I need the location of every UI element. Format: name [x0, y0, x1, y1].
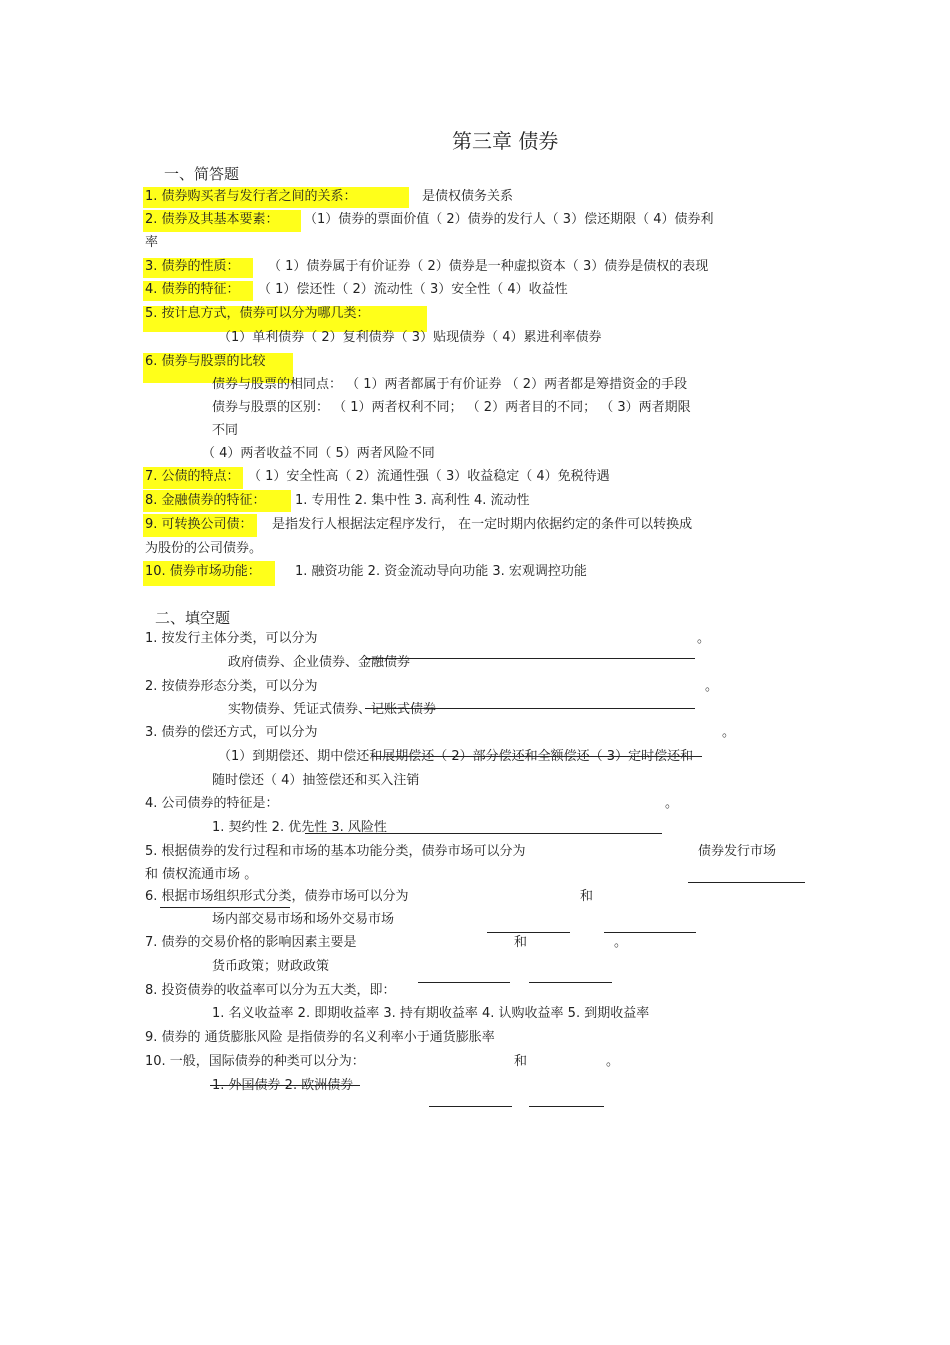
answer-text: 实物债券、凭证式债券、记账式债券 [228, 702, 437, 717]
question-label: 2. 债券及其基本要素： [145, 212, 279, 227]
answer-text: 率 [145, 235, 159, 250]
answer-underline [688, 882, 805, 883]
question-label: 9. 可转换公司债： [145, 517, 253, 532]
answer-text: 是指发行人根据法定程序发行， 在一定时期内依据约定的条件可以转换成 [272, 517, 693, 532]
answer-text: 债券发行市场 [698, 844, 777, 859]
answer-underline [604, 932, 696, 933]
punctuation: 。 [614, 935, 628, 950]
question-text: 3. 债券的偿还方式，可以分为 [145, 725, 318, 740]
answer-text: 债券与股票的相同点： （ 1）两者都属于有价证券 （ 2）两者都是筹措资金的手段 [212, 377, 688, 392]
question-text: 10. 一般，国际债券的种类可以分为： [145, 1054, 365, 1069]
answer-text: 1. 名义收益率 2. 即期收益率 3. 持有期收益率 4. 认购收益率 5. 到期收益率 [212, 1006, 650, 1021]
answer-underline [372, 756, 702, 757]
answer-text: （ 1）偿还性（ 2）流动性（ 3）安全性（ 4）收益性 [258, 282, 568, 297]
answer-text: 是债权债务关系 [422, 189, 514, 204]
answer-underline [210, 1085, 360, 1086]
answer-text: 场内部交易市场和场外交易市场 [212, 912, 395, 927]
answer-text: （1）债券的票面价值（ 2）债券的发行人（ 3）偿还期限（ 4）债券利 [304, 212, 714, 227]
answer-underline [418, 982, 510, 983]
connector-text: 和 [580, 889, 594, 904]
answer-underline [305, 833, 662, 834]
question-text: 7. 债券的交易价格的影响因素主要是 [145, 935, 357, 950]
question-text: 2. 按债券形态分类，可以分为 [145, 679, 318, 694]
question-label: 10. 债券市场功能： [145, 564, 261, 579]
punctuation: 。 [697, 631, 711, 646]
page-title: 第三章 债券 [452, 129, 559, 153]
connector-text: 和 [514, 1054, 528, 1069]
answer-text: 不同 [212, 423, 239, 438]
answer-underline [365, 708, 695, 709]
answer-text: 1. 契约性 2. 优先性 3. 风险性 [212, 820, 387, 835]
answer-underline [429, 1106, 512, 1107]
answer-text: （ 4）两者收益不同（ 5）两者风险不同 [202, 446, 435, 461]
question-label: 8. 金融债券的特征： [145, 493, 266, 508]
answer-text: 政府债券、企业债券、金融债券 [228, 655, 411, 670]
answer-text: 为股份的公司债券。 [145, 541, 263, 556]
answer-text: 1. 外国债券 2. 欧洲债券 [212, 1078, 354, 1093]
punctuation: 。 [722, 725, 736, 740]
question-text: 5. 根据债券的发行过程和市场的基本功能分类，债券市场可以分为 [145, 844, 526, 859]
answer-text: 和 债权流通市场 。 [145, 867, 258, 882]
question-label: 7. 公债的特点： [145, 469, 240, 484]
answer-underline [487, 932, 570, 933]
answer-text: （ 1）债券属于有价证券（ 2）债券是一种虚拟资本（ 3）债券是债权的表现 [268, 259, 709, 274]
question-text: 9. 债券的 通货膨胀风险 是指债券的名义利率小于通货膨胀率 [145, 1030, 495, 1045]
answer-text: 1. 融资功能 2. 资金流动导向功能 3. 宏观调控功能 [295, 564, 587, 579]
answer-text: （1）单利债券（ 2）复利债券（ 3）贴现债券（ 4）累进利率债券 [218, 330, 602, 345]
question-label: 6. 债券与股票的比较 [145, 354, 266, 369]
question-text: 4. 公司债券的特征是： [145, 796, 279, 811]
punctuation: 。 [606, 1054, 620, 1069]
connector-text: 和 [514, 935, 528, 950]
section-heading-short-answer: 一、简答题 [164, 165, 240, 183]
answer-text: 债券与股票的区别： （ 1）两者权利不同； （ 2）两者目的不同； （ 3）两者期限 [212, 400, 691, 415]
question-label: 1. 债券购买者与发行者之间的关系： [145, 189, 357, 204]
answer-underline [529, 982, 612, 983]
question-label: 4. 债券的特征： [145, 282, 240, 297]
punctuation: 。 [665, 796, 679, 811]
question-text: 6. 根据市场组织形式分类，债券市场可以分为 [145, 889, 409, 904]
answer-text: 1. 专用性 2. 集中性 3. 高利性 4. 流动性 [295, 493, 530, 508]
answer-text: （1）到期偿还、期中偿还和展期偿还（ 2）部分偿还和全额偿还（ 3）定时偿还和 [218, 749, 694, 764]
question-text: 8. 投资债券的收益率可以分为五大类，即： [145, 983, 396, 998]
punctuation: 。 [705, 679, 719, 694]
answer-underline [160, 907, 290, 908]
answer-underline [529, 1106, 604, 1107]
answer-underline [365, 658, 695, 659]
answer-text: 货币政策；财政政策 [212, 959, 330, 974]
question-label: 5. 按计息方式，债券可以分为哪几类： [145, 306, 370, 321]
question-label: 3. 债券的性质： [145, 259, 240, 274]
answer-text: （ 1）安全性高（ 2）流通性强（ 3）收益稳定（ 4）免税待遇 [248, 469, 610, 484]
section-heading-fill-in: 二、填空题 [155, 609, 231, 627]
question-text: 1. 按发行主体分类，可以分为 [145, 631, 318, 646]
answer-text: 随时偿还（ 4）抽签偿还和买入注销 [212, 773, 420, 788]
